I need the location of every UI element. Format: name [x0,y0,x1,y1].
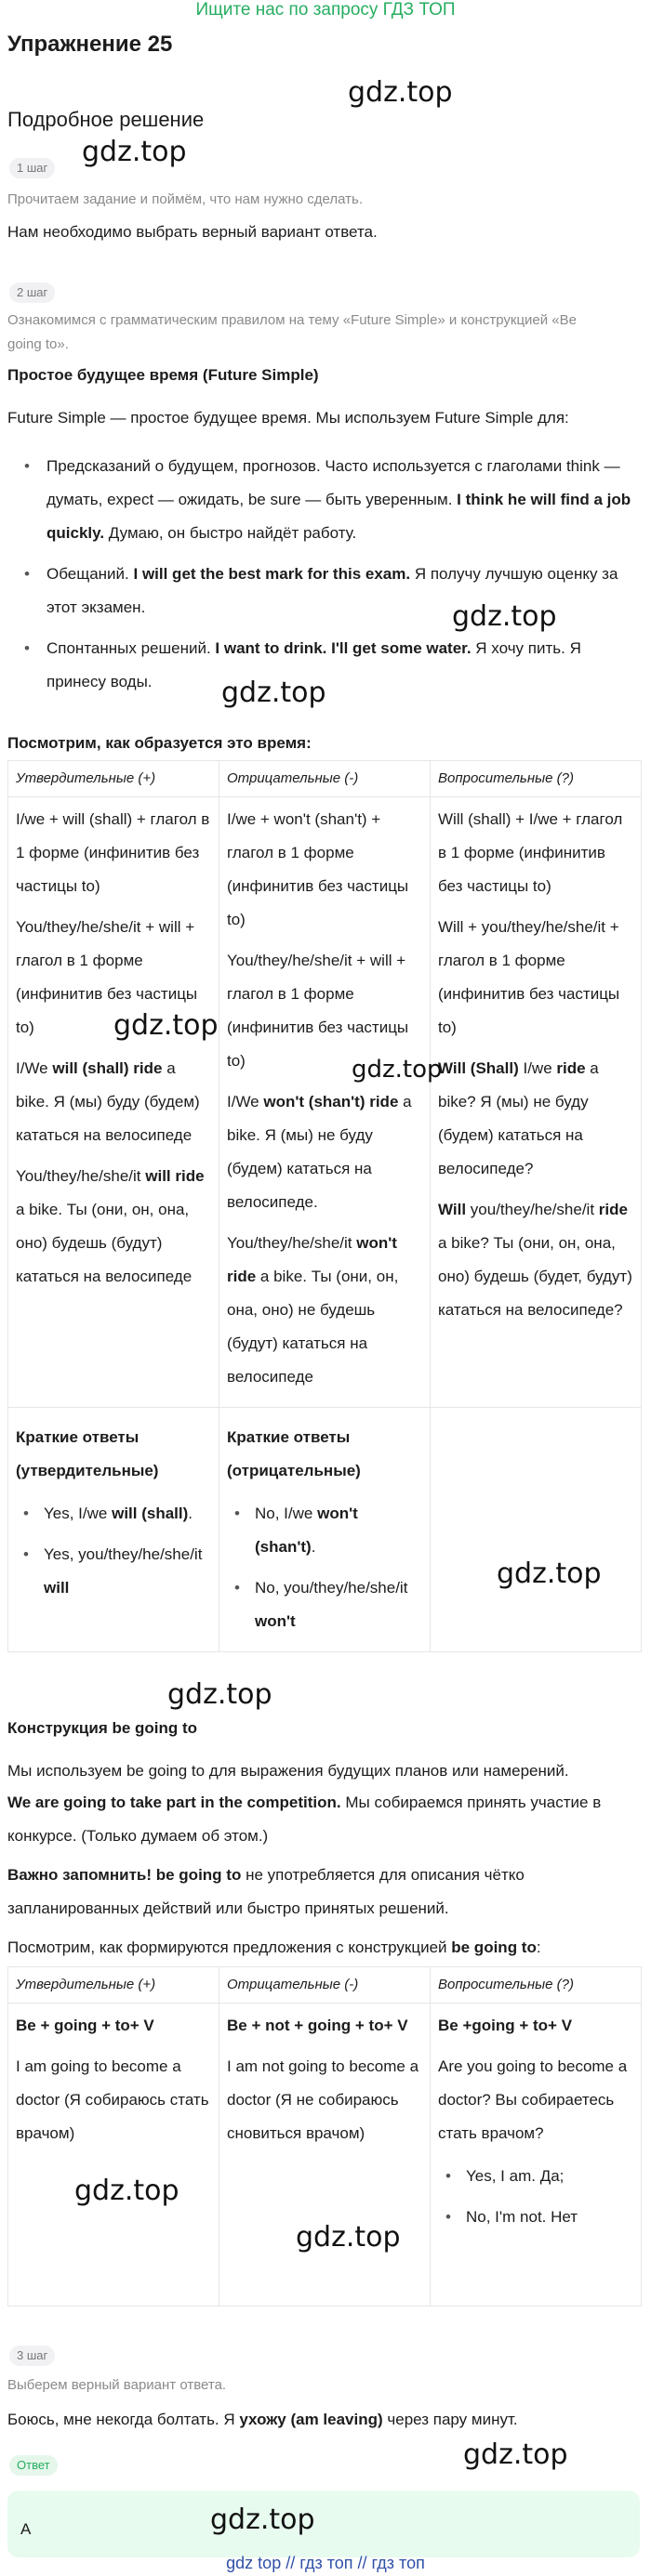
table-header: Вопросительные (?) [431,761,642,797]
watermark: gdz.top [113,1009,219,1042]
future-simple-table [7,760,642,1652]
short-answers-affirmative: Краткие ответы (утвердительные) • Yes, I/we will (shall). • Yes, you/they/he/she/it will [8,1408,219,1652]
watermark: gdz.top [167,1678,272,1711]
answer-box [7,2491,640,2557]
empty-cell [431,1408,642,1652]
watermark: gdz.top [221,677,326,709]
table-header: Отрицательные (-) [219,761,431,797]
future-simple-intro: Future Simple — простое будущее время. Мы используем Future Simple для: [7,409,569,427]
question-cell: Will (shall) + I/we + глагол в 1 форме (инфинитив без частицы to) Will + you/they/he/she/it + глагол в 1 форме (инфинитив без частицы to) Will (Shall) I/we ride a bike? Я (мы) не буду (будем) кататься на велосипеде? Will you/they/he/she/it ride a bike? Ты (они, он, она, оно) будешь (будет, будут) кататься на велосипеде? [431,797,642,1408]
table-header: Вопросительные (?) [431,1967,642,2004]
table-row [8,797,642,1408]
be-going-to-heading: Конструкция be going to [7,1719,198,1737]
watermark: gdz.top [82,136,187,168]
question-cell: Be +going + to+ V Are you going to become a doctor? Вы собираетесь стать врачом? • Yes, I am. Да; • No, I'm not. Нет [431,2004,642,2307]
table-header: Утвердительные (+) [8,761,219,797]
table2-intro: Посмотрим, как формируются предложения с конструкцией be going to: [7,1939,541,1956]
be-going-to-note: Важно запомнить! be going to не употребляется для описания чётко запланированных действий или быстро принятых решений. [7,1866,525,1917]
watermark: gdz.top [352,1056,443,1084]
usage-item: • Спонтанных решений. I want to drink. I'll get some water. Я хочу пить. Я принесу воды. [17,632,644,699]
usage-item: • Предсказаний о будущем, прогнозов. Часто используется с глаголами think — думать, expect — ожидать, be sure — быть уверенным. I think he will find a job quickly. Думаю, он быстро найдёт работу. [17,450,644,550]
step1-text: Нам необходимо выбрать верный вариант ответа. [7,223,378,241]
step3-text: Боюсь, мне некогда болтать. Я ухожу (am leaving) через пару минут. [7,2411,518,2428]
negative-cell: Be + not + going + to+ V I am not going to become a doctor (Я не собираюсь сновиться врачом) [219,2004,431,2307]
short-answers-negative: Краткие ответы (отрицательные) • No, I/we won't (shan't). • No, you/they/he/she/it won't [219,1408,431,1652]
step-badge-2: 2 шаг [9,283,55,303]
table-row [8,2004,642,2307]
watermark: gdz.top [452,600,557,633]
watermark: gdz.top [497,1557,602,1590]
step-badge-3: 3 шаг [9,2346,55,2366]
usage-list [17,450,644,706]
answer-badge: Ответ [9,2455,58,2476]
affirmative-cell: I/we + will (shall) + глагол в 1 форме (инфинитив без частицы to) You/they/he/she/it + will + глагол в 1 форме (инфинитив без частицы to) I/We will (shall) ride a bike. Я (мы) буду (будем) кататься на велосипеде You/they/he/she/it will ride a bike. Ты (они, он, она, оно) будешь (будут) кататься на велосипеде [8,797,219,1408]
table-row [8,1408,642,1652]
footer-links[interactable]: gdz top // гдз топ // гдз топ [226,2554,425,2572]
table1-heading: Посмотрим, как образуется это время: [7,734,312,752]
affirmative-cell: Be + going + to+ V I am going to become a doctor (Я собираюсь стать врачом) [8,2004,219,2307]
watermark: gdz.top [210,2504,315,2536]
page-title: Упражнение 25 [7,32,173,57]
step2-hint: Ознакомимся с грамматическим правилом на тему «Future Simple» и конструкцией «Be going to». [7,312,577,352]
watermark: gdz.top [296,2221,401,2254]
future-simple-heading: Простое будущее время (Future Simple) [7,366,319,384]
usage-item: • Обещаний. I will get the best mark for this exam. Я получу лучшую оценку за этот экзамен. [17,558,644,624]
table-header: Отрицательные (-) [219,1967,431,2004]
step3-hint: Выберем верный вариант ответа. [7,2377,227,2393]
be-going-to-intro: Мы используем be going to для выражения будущих планов или намерений. [7,1762,569,1780]
table-header: Утвердительные (+) [8,1967,219,2004]
answer-value: A [20,2520,32,2538]
be-going-to-table [7,1966,642,2307]
search-banner: Ищите нас по запросу ГДЗ ТОП [195,0,456,20]
solution-subtitle: Подробное решение [7,108,205,131]
negative-cell: I/we + won't (shan't) + глагол в 1 форме (инфинитив без частицы to) You/they/he/she/it + will + глагол в 1 форме (инфинитив без частицы to) I/We won't (shan't) ride a bike. Я (мы) не буду (будем) кататься на велосипеде. You/they/he/she/it won't ride a bike. Ты (они, он, она, оно) не будешь (будут) кататься на велосипеде [219,797,431,1408]
watermark: gdz.top [463,2438,568,2471]
watermark: gdz.top [348,76,453,109]
step1-hint: Прочитаем задание и поймём, что нам нужно сделать. [7,191,364,207]
watermark: gdz.top [74,2175,179,2207]
be-going-to-example: We are going to take part in the competition. Мы собираемся принять участие в конкурсе. (Только думаем об этом.) [7,1794,602,1845]
step-badge-1: 1 шаг [9,158,55,178]
